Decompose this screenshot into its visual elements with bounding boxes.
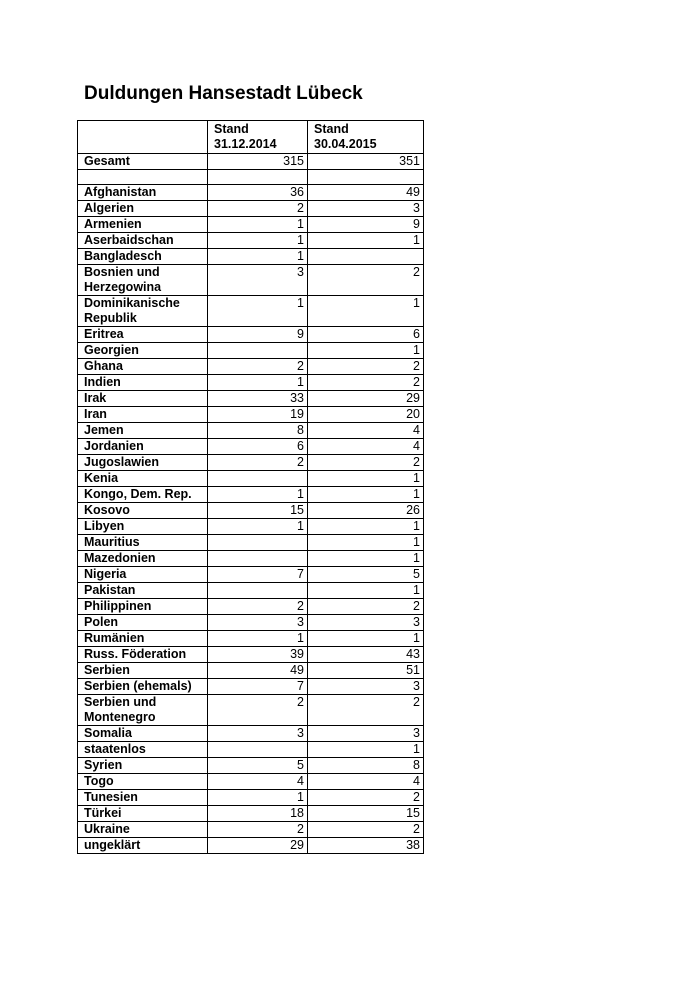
table-row: [78, 391, 424, 407]
value-cell-2015: 9: [308, 217, 424, 233]
value-cell-2015: 3: [308, 726, 424, 742]
value-cell-2014: [208, 170, 308, 185]
value-cell-2015: 1: [308, 519, 424, 535]
country-cell: Algerien: [78, 201, 208, 217]
country-cell: Türkei: [78, 806, 208, 822]
value-cell-2014: [208, 742, 308, 758]
country-cell: Indien: [78, 375, 208, 391]
table-row: [78, 343, 424, 359]
table-row: [78, 806, 424, 822]
country-cell: Russ. Föderation: [78, 647, 208, 663]
table-row: [78, 217, 424, 233]
table-row: [78, 265, 424, 296]
table-header: [78, 121, 424, 154]
country-cell: Philippinen: [78, 599, 208, 615]
value-cell-2015: 351: [308, 154, 424, 170]
value-cell-2014: 2: [208, 201, 308, 217]
table-row: [78, 249, 424, 265]
value-cell-2015: 2: [308, 695, 424, 726]
value-cell-2015: 20: [308, 407, 424, 423]
header-row: [78, 121, 424, 154]
country-cell: Jemen: [78, 423, 208, 439]
value-cell-2014: [208, 343, 308, 359]
value-cell-2015: 4: [308, 439, 424, 455]
country-cell: Somalia: [78, 726, 208, 742]
country-cell: Kosovo: [78, 503, 208, 519]
value-cell-2014: 15: [208, 503, 308, 519]
table-row: [78, 695, 424, 726]
table-body: [78, 154, 424, 854]
value-cell-2014: 1: [208, 790, 308, 806]
table-row: [78, 615, 424, 631]
country-cell: Iran: [78, 407, 208, 423]
country-cell: Kongo, Dem. Rep.: [78, 487, 208, 503]
header-date: 30.04.2015: [314, 137, 377, 151]
table-row: [78, 201, 424, 217]
table-row: [78, 375, 424, 391]
header-cell-date-1: [208, 121, 308, 154]
value-cell-2015: 5: [308, 567, 424, 583]
table-row: [78, 822, 424, 838]
header-label: Stand: [314, 122, 349, 136]
value-cell-2015: 1: [308, 233, 424, 249]
value-cell-2015: 2: [308, 822, 424, 838]
table-row: [78, 170, 424, 185]
country-cell: Nigeria: [78, 567, 208, 583]
value-cell-2015: 38: [308, 838, 424, 854]
country-cell: Pakistan: [78, 583, 208, 599]
value-cell-2014: 49: [208, 663, 308, 679]
value-cell-2014: 36: [208, 185, 308, 201]
value-cell-2014: 315: [208, 154, 308, 170]
country-cell: Aserbaidschan: [78, 233, 208, 249]
value-cell-2014: 1: [208, 217, 308, 233]
value-cell-2015: 2: [308, 790, 424, 806]
value-cell-2014: 1: [208, 375, 308, 391]
table-row: [78, 758, 424, 774]
country-cell: Jordanien: [78, 439, 208, 455]
value-cell-2015: 2: [308, 265, 424, 296]
table-row: [78, 679, 424, 695]
value-cell-2015: 2: [308, 375, 424, 391]
value-cell-2014: 29: [208, 838, 308, 854]
value-cell-2014: 2: [208, 599, 308, 615]
table-row: [78, 631, 424, 647]
table-row: [78, 487, 424, 503]
value-cell-2015: 1: [308, 631, 424, 647]
value-cell-2014: 2: [208, 359, 308, 375]
total-row: [78, 154, 424, 170]
value-cell-2015: 3: [308, 615, 424, 631]
value-cell-2015: 51: [308, 663, 424, 679]
table-row: [78, 567, 424, 583]
header-cell-date-2: [308, 121, 424, 154]
table-row: [78, 742, 424, 758]
value-cell-2015: 49: [308, 185, 424, 201]
value-cell-2014: 19: [208, 407, 308, 423]
value-cell-2015: [308, 249, 424, 265]
value-cell-2014: 3: [208, 615, 308, 631]
tolerations-table: [77, 120, 424, 854]
value-cell-2014: 1: [208, 233, 308, 249]
table-row: [78, 790, 424, 806]
country-cell: Togo: [78, 774, 208, 790]
table-row: [78, 455, 424, 471]
country-cell: Armenien: [78, 217, 208, 233]
country-cell: Jugoslawien: [78, 455, 208, 471]
header-cell-country: [78, 121, 208, 154]
country-cell: Rumänien: [78, 631, 208, 647]
country-cell: Libyen: [78, 519, 208, 535]
value-cell-2015: 1: [308, 487, 424, 503]
table-row: [78, 439, 424, 455]
value-cell-2015: [308, 170, 424, 185]
value-cell-2015: 1: [308, 471, 424, 487]
value-cell-2014: 9: [208, 327, 308, 343]
country-cell: Afghanistan: [78, 185, 208, 201]
country-cell: Serbien: [78, 663, 208, 679]
value-cell-2015: 1: [308, 343, 424, 359]
table-row: [78, 838, 424, 854]
value-cell-2014: [208, 551, 308, 567]
country-cell: Kenia: [78, 471, 208, 487]
table-row: [78, 551, 424, 567]
country-cell: Eritrea: [78, 327, 208, 343]
value-cell-2015: 6: [308, 327, 424, 343]
table-row: [78, 185, 424, 201]
country-cell: Serbien (ehemals): [78, 679, 208, 695]
country-cell: staatenlos: [78, 742, 208, 758]
country-cell: Gesamt: [78, 154, 208, 170]
value-cell-2015: 43: [308, 647, 424, 663]
country-cell: ungeklärt: [78, 838, 208, 854]
value-cell-2015: 2: [308, 599, 424, 615]
country-cell: Ghana: [78, 359, 208, 375]
value-cell-2014: 39: [208, 647, 308, 663]
value-cell-2014: 1: [208, 296, 308, 327]
value-cell-2014: 2: [208, 455, 308, 471]
table-row: [78, 535, 424, 551]
country-cell: Dominikanische Republik: [78, 296, 208, 327]
value-cell-2014: 7: [208, 567, 308, 583]
table-row: [78, 726, 424, 742]
value-cell-2014: 8: [208, 423, 308, 439]
value-cell-2014: 5: [208, 758, 308, 774]
value-cell-2014: 18: [208, 806, 308, 822]
country-cell: Serbien und Montenegro: [78, 695, 208, 726]
value-cell-2014: 3: [208, 265, 308, 296]
table-row: [78, 359, 424, 375]
value-cell-2015: 1: [308, 742, 424, 758]
value-cell-2015: 3: [308, 201, 424, 217]
country-cell: Irak: [78, 391, 208, 407]
value-cell-2015: 15: [308, 806, 424, 822]
value-cell-2015: 1: [308, 551, 424, 567]
value-cell-2014: 1: [208, 631, 308, 647]
value-cell-2015: 4: [308, 423, 424, 439]
value-cell-2014: 2: [208, 695, 308, 726]
table-row: [78, 774, 424, 790]
value-cell-2015: 1: [308, 296, 424, 327]
country-cell: Mauritius: [78, 535, 208, 551]
value-cell-2015: 2: [308, 359, 424, 375]
document-title: Duldungen Hansestadt Lübeck: [84, 83, 363, 104]
value-cell-2014: 1: [208, 519, 308, 535]
table-row: [78, 296, 424, 327]
table-row: [78, 471, 424, 487]
country-cell: Mazedonien: [78, 551, 208, 567]
table-row: [78, 599, 424, 615]
value-cell-2015: 4: [308, 774, 424, 790]
table-row: [78, 327, 424, 343]
value-cell-2014: 2: [208, 822, 308, 838]
value-cell-2014: 6: [208, 439, 308, 455]
value-cell-2015: 3: [308, 679, 424, 695]
country-cell: Ukraine: [78, 822, 208, 838]
value-cell-2015: 8: [308, 758, 424, 774]
value-cell-2014: 7: [208, 679, 308, 695]
table-row: [78, 503, 424, 519]
country-cell: Bangladesch: [78, 249, 208, 265]
value-cell-2014: [208, 583, 308, 599]
value-cell-2015: 2: [308, 455, 424, 471]
country-cell: [78, 170, 208, 185]
value-cell-2014: [208, 471, 308, 487]
value-cell-2014: 1: [208, 487, 308, 503]
country-cell: Polen: [78, 615, 208, 631]
value-cell-2014: 3: [208, 726, 308, 742]
value-cell-2014: 33: [208, 391, 308, 407]
value-cell-2014: [208, 535, 308, 551]
value-cell-2015: 29: [308, 391, 424, 407]
table-row: [78, 423, 424, 439]
table-row: [78, 663, 424, 679]
value-cell-2015: 1: [308, 535, 424, 551]
value-cell-2014: 4: [208, 774, 308, 790]
table-row: [78, 407, 424, 423]
table-row: [78, 519, 424, 535]
value-cell-2015: 26: [308, 503, 424, 519]
value-cell-2014: 1: [208, 249, 308, 265]
value-cell-2015: 1: [308, 583, 424, 599]
table-row: [78, 647, 424, 663]
header-label: Stand: [214, 122, 249, 136]
country-cell: Tunesien: [78, 790, 208, 806]
country-cell: Georgien: [78, 343, 208, 359]
header-date: 31.12.2014: [214, 137, 277, 151]
country-cell: Bosnien und Herzegowina: [78, 265, 208, 296]
table-row: [78, 583, 424, 599]
country-cell: Syrien: [78, 758, 208, 774]
table-row: [78, 233, 424, 249]
